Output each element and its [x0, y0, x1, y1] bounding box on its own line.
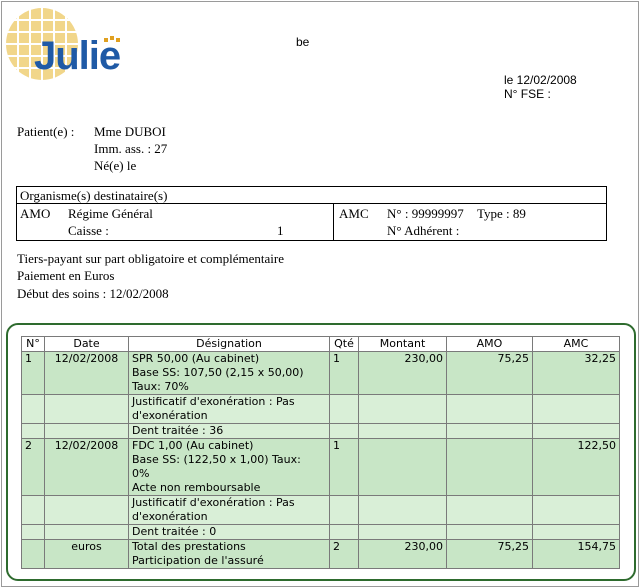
designation-line: Taux: 70%: [132, 380, 189, 393]
cell-justificatif: [129, 496, 330, 525]
fse-number: N° FSE :: [504, 87, 551, 101]
table-row: [22, 424, 620, 439]
cell-n: 1: [22, 352, 45, 395]
cell-unit: euros: [45, 540, 129, 569]
table-row: [22, 395, 620, 424]
col-header: Date: [45, 337, 129, 352]
cell-n: 2: [22, 439, 45, 496]
header-top-text: be: [296, 35, 310, 49]
caisse-value: 1: [277, 223, 284, 238]
cell-amo: [447, 439, 533, 496]
patient-birth: Né(e) le: [94, 158, 137, 173]
cell-amo: 75,25: [447, 540, 533, 569]
table-row: [22, 439, 620, 496]
cell-montant: 230,00: [359, 352, 447, 395]
caisse-label: Caisse :: [68, 223, 109, 238]
logo-text: Julie: [34, 34, 121, 78]
cell-qte: 1: [330, 439, 359, 496]
amc-label: AMC: [339, 206, 369, 221]
cell-qte: 1: [330, 352, 359, 395]
paiement-line: Paiement en Euros: [17, 268, 115, 283]
justificatif-line: Justificatif d'exonération : Pas: [132, 496, 295, 509]
cell-amo: 75,25: [447, 352, 533, 395]
cell-montant: 230,00: [359, 540, 447, 569]
amc-type: Type : 89: [477, 206, 526, 221]
julie-logo: [4, 4, 128, 86]
justificatif-line: d'exonération: [132, 510, 208, 523]
cell-amc: 32,25: [533, 352, 620, 395]
cell-amc: 154,75: [533, 540, 620, 569]
designation-line: Base SS: (122,50 x 1,00) Taux:: [132, 453, 301, 466]
amo-label: AMO: [20, 206, 51, 221]
table-row: [22, 496, 620, 525]
organisme-split: [333, 203, 334, 240]
cell-justificatif: [129, 395, 330, 424]
designation-line: FDC 1,00 (Au cabinet): [132, 439, 254, 452]
cell-montant: [359, 439, 447, 496]
cell-amc: 122,50: [533, 439, 620, 496]
patient-name: Mme DUBOI: [94, 124, 166, 139]
cell-dent: Dent traitée : 0: [129, 525, 330, 540]
designation-line: SPR 50,00 (Au cabinet): [132, 352, 260, 365]
justificatif-line: Justificatif d'exonération : Pas: [132, 395, 295, 408]
cell-date: 12/02/2008: [45, 352, 129, 395]
total-label-line: Participation de l'assuré: [132, 554, 264, 567]
table-row: [22, 352, 620, 395]
designation-line: Acte non remboursable: [132, 481, 261, 494]
amc-adherent: N° Adhérent :: [387, 223, 460, 238]
document-date: le 12/02/2008: [504, 73, 577, 87]
amc-number: N° : 99999997: [387, 206, 464, 221]
col-header: N°: [22, 337, 45, 352]
table-header-row: [22, 337, 620, 352]
cell-qte: 2: [330, 540, 359, 569]
col-header: Désignation: [129, 337, 330, 352]
amo-regime: Régime Général: [68, 206, 153, 221]
col-header: AMO: [447, 337, 533, 352]
total-label-line: Total des prestations: [132, 540, 246, 553]
patient-imm: Imm. ass. : 27: [94, 141, 168, 156]
organisme-title: Organisme(s) destinataire(s): [20, 188, 168, 203]
patient-label: Patient(e) :: [17, 124, 75, 139]
col-header: Montant: [359, 337, 447, 352]
designation-line: 0%: [132, 467, 150, 480]
debut-soins-line: Début des soins : 12/02/2008: [17, 286, 169, 301]
table-total-row: [22, 540, 620, 569]
justificatif-line: d'exonération: [132, 409, 208, 422]
tiers-payant-line: Tiers-payant sur part obligatoire et complémentaire: [17, 251, 285, 266]
acts-table: [21, 336, 620, 569]
cell-dent: Dent traitée : 36: [129, 424, 330, 439]
table-row: [22, 525, 620, 540]
designation-line: Base SS: 107,50 (2,15 x 50,00): [132, 366, 304, 379]
cell-designation: [129, 352, 330, 395]
cell-date: 12/02/2008: [45, 439, 129, 496]
col-header: Qté: [330, 337, 359, 352]
col-header: AMC: [533, 337, 620, 352]
cell-total-label: [129, 540, 330, 569]
cell-designation: [129, 439, 330, 496]
